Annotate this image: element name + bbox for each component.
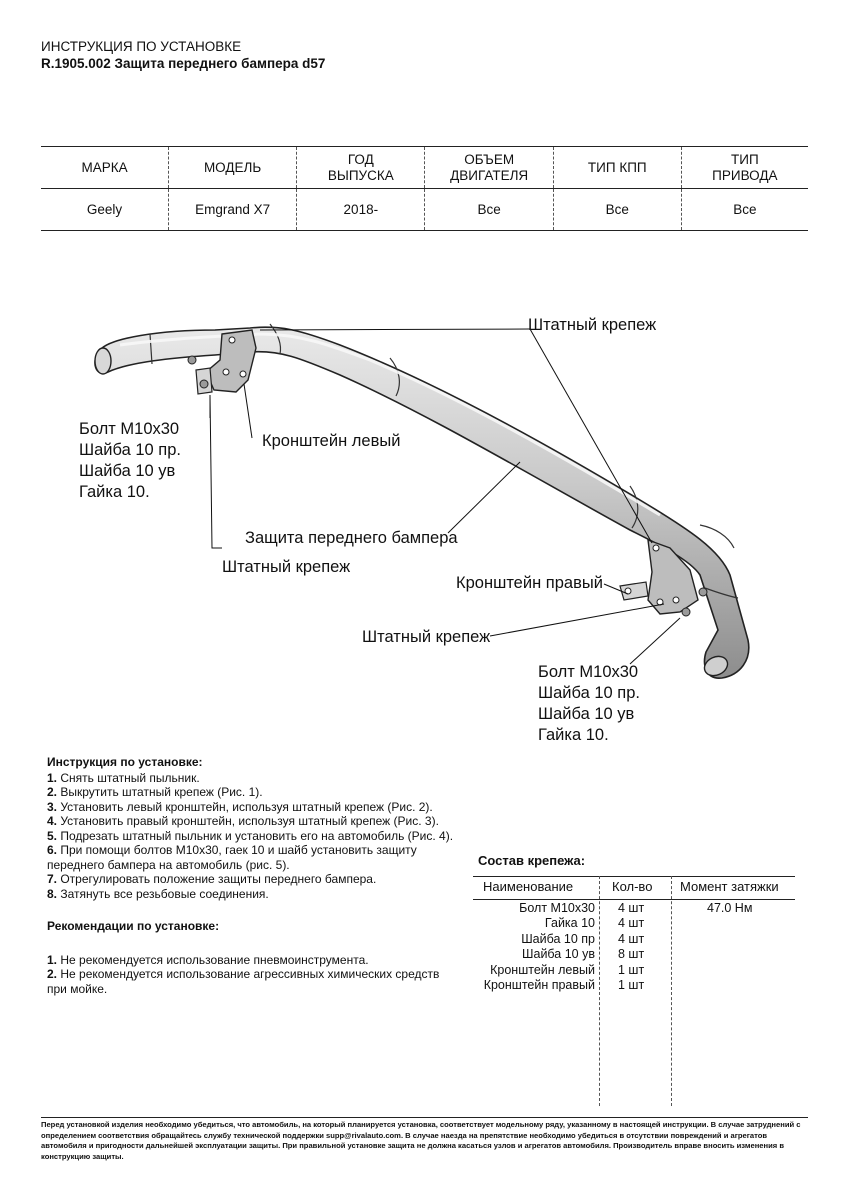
footer-disclaimer: Перед установкой изделия необходимо убедиться, что автомобиль, на который планируется установка, соответствует модельному ряду, указанному в настоящей инструкции. В случае затруднений с определением соответствия обращайтесь службу технической поддержки supp@rivalauto.com. В случае наезда на препятствие необходимо убедиться в отсутствии повреждений и агрегатов автомобиля и пригодности дальнейшей эксплуатации защиты. При правильной установке защита не должна касаться узлов и агрегатов автомобиля. Производитель вправе вносить изменения в конструкцию защиты. xyxy=(41,1120,801,1161)
kit-row-name: Гайка 10 xyxy=(544,916,595,930)
label-bolt-set-left: Болт М10х30 Шайба 10 пр. Шайба 10 ув Гайка 10. xyxy=(79,420,181,501)
kit-row-name: Кронштейн левый xyxy=(490,963,595,977)
spec-value-drive: Все xyxy=(681,189,808,231)
kit-row-name: Кронштейн правый xyxy=(483,978,595,992)
label-front-bumper-guard: Защита переднего бампера xyxy=(245,529,458,547)
label-standard-fastener-left: Штатный крепеж xyxy=(222,558,351,576)
footer-divider xyxy=(41,1117,808,1118)
kit-col-name: Наименование xyxy=(483,879,574,894)
kit-row-name: Шайба 10 пр xyxy=(521,932,595,946)
recommendation-item: 1. Не рекомендуется использование пневмоинструмента. xyxy=(47,952,369,967)
spec-header-year: ГОД ВЫПУСКА xyxy=(297,147,425,189)
label-bracket-left: Кронштейн левый xyxy=(262,432,401,450)
label-standard-fastener-right: Штатный крепеж xyxy=(362,628,491,646)
recommendations-title: Рекомендации по установке: xyxy=(47,919,220,933)
bumper-tube xyxy=(95,324,749,679)
instruction-step: 8. Затянуть все резьбовые соединения. xyxy=(47,886,269,901)
spec-header-engine: ОБЪЕМ ДВИГАТЕЛЯ xyxy=(425,147,553,189)
instruction-step: 4. Установить правый кронштейн, используя штатный крепеж (Рис. 3). xyxy=(47,814,439,828)
instruction-step: 1. Снять штатный пыльник. xyxy=(47,770,200,785)
kit-row-qty: 4 шт xyxy=(618,916,645,930)
spec-value-engine: Все xyxy=(425,189,553,231)
kit-col-torque: Момент затяжки xyxy=(680,879,779,894)
label-bracket-right: Кронштейн правый xyxy=(456,574,603,592)
kit-row-name: Шайба 10 ув xyxy=(522,947,595,961)
spec-value-gearbox: Все xyxy=(553,189,681,231)
recommendation-item: 2. Не рекомендуется использование агрессивных химических средств при мойке. xyxy=(47,967,440,996)
kit-col-qty: Кол-во xyxy=(612,879,653,894)
instruction-step: 5. Подрезать штатный пыльник и установить его на автомобиль (Рис. 4). xyxy=(47,828,454,843)
instruction-step: 2. Выкрутить штатный крепеж (Рис. 1). xyxy=(47,785,263,799)
installation-instructions xyxy=(47,755,457,996)
spec-header-model: МОДЕЛЬ xyxy=(169,147,297,189)
instruction-step: 6. При помощи болтов М10х30, гаек 10 и шайб установить защиту переднего бампера на автомобиль (рис. 5). xyxy=(47,843,417,872)
spec-header-gearbox: ТИП КПП xyxy=(553,147,681,189)
spec-value-year: 2018- xyxy=(297,189,425,231)
kit-row-qty: 8 шт xyxy=(618,947,645,961)
kit-row-qty: 4 шт xyxy=(618,932,645,946)
instruction-step: 7. Отрегулировать положение защиты переднего бампера. xyxy=(47,872,377,886)
spec-value-model: Emgrand X7 xyxy=(169,189,297,231)
kit-row-qty: 1 шт xyxy=(618,978,645,992)
instructions-title: Инструкция по установке: xyxy=(47,755,203,769)
kit-row-qty: 1 шт xyxy=(618,963,645,977)
instruction-step: 3. Установить левый кронштейн, используя штатный крепеж (Рис. 2). xyxy=(47,799,433,814)
kit-row-qty: 4 шт xyxy=(618,901,645,915)
label-standard-fastener-top: Штатный крепеж xyxy=(528,316,657,334)
doc-title: ИНСТРУКЦИЯ ПО УСТАНОВКЕ xyxy=(41,39,242,54)
fastener-kit-title: Состав крепежа: xyxy=(478,853,586,868)
kit-row-torque: 47.0 Нм xyxy=(707,901,753,915)
label-bolt-set-right: Болт М10х30 Шайба 10 пр. Шайба 10 ув Гайка 10. xyxy=(538,663,640,744)
kit-row-name: Болт М10х30 xyxy=(519,901,595,915)
spec-value-brand: Geely xyxy=(86,202,123,217)
doc-subtitle: R.1905.002 Защита переднего бампера d57 xyxy=(41,56,326,71)
spec-header-brand: МАРКА xyxy=(81,159,128,175)
spec-header-drive: ТИП ПРИВОДА xyxy=(681,147,808,189)
